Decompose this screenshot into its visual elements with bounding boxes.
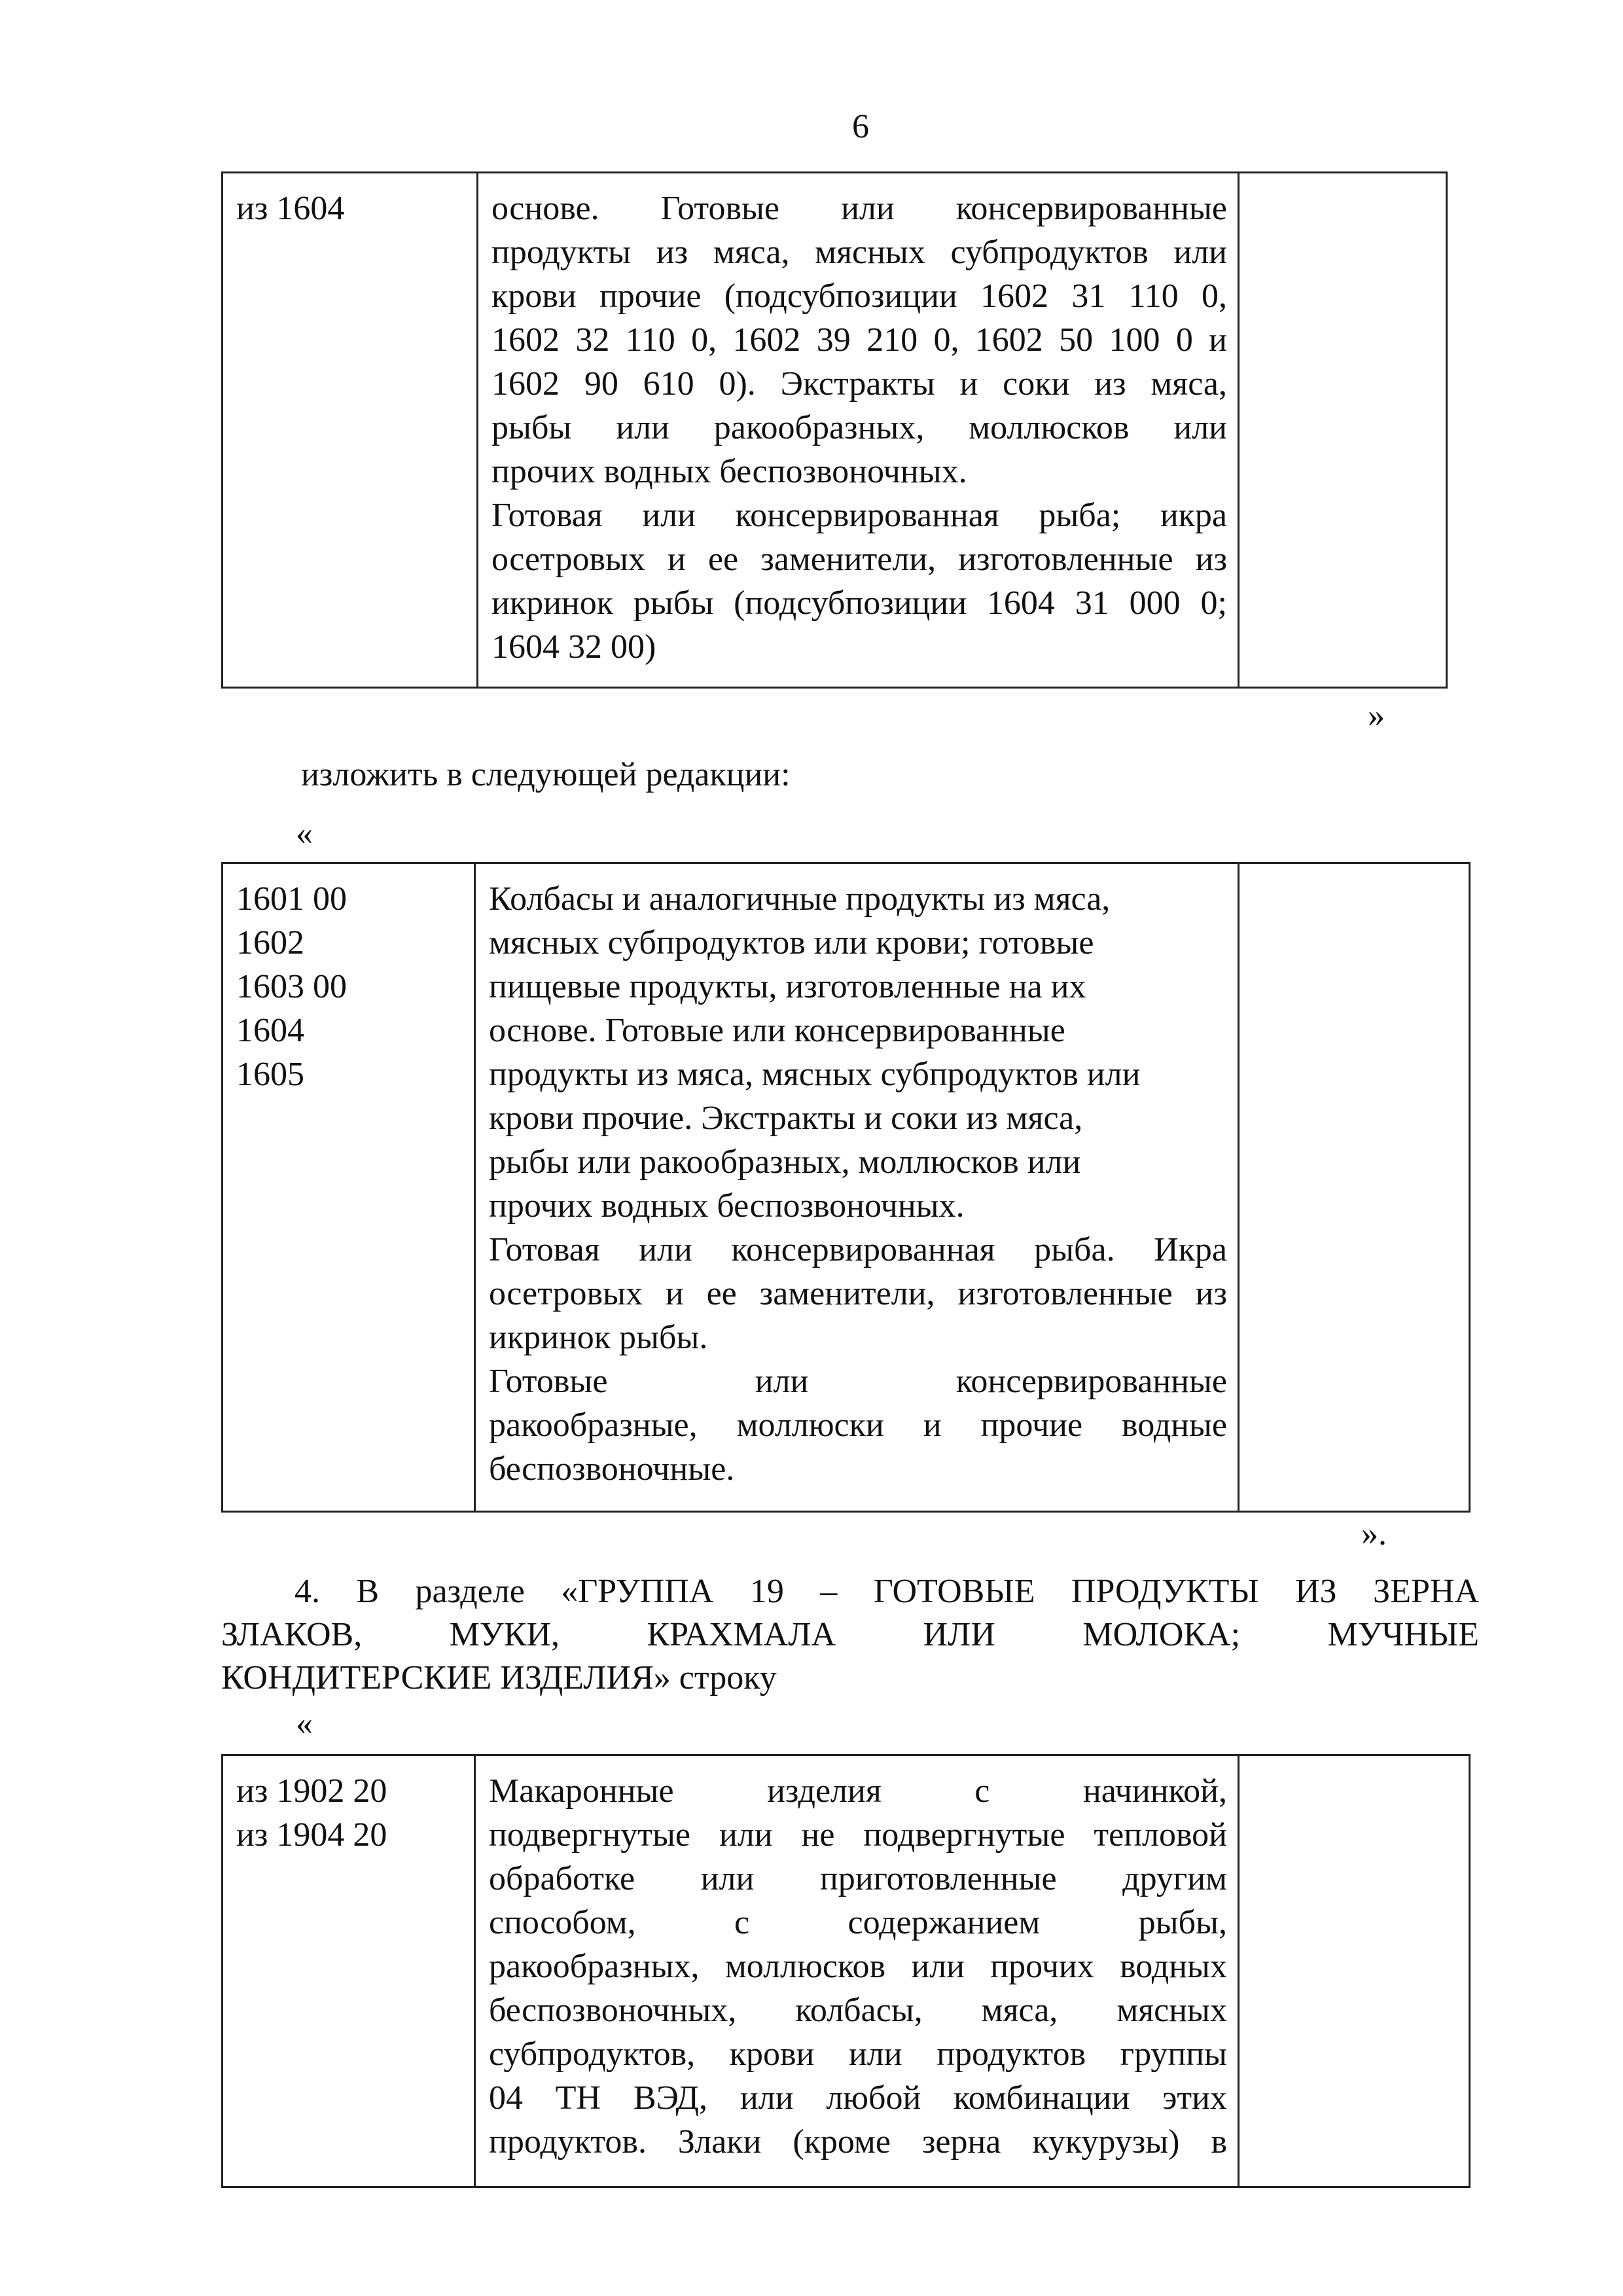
table-group-19 bbox=[221, 1754, 1471, 2188]
code-cell bbox=[223, 173, 478, 688]
code-line: 1601 00 bbox=[236, 880, 347, 918]
description-line: прочих водных беспозвоночных. bbox=[489, 1187, 965, 1225]
code-line: из 1604 bbox=[236, 190, 345, 227]
description-line: Готовая или консервированная рыба; икра bbox=[491, 497, 1227, 534]
empty-cell bbox=[1239, 863, 1470, 1512]
description-line: способом, с содержанием рыбы, bbox=[489, 1904, 1227, 1941]
description-line: продукты из мяса, мясных субпродуктов или bbox=[489, 1056, 1141, 1093]
opening-quote: « bbox=[296, 1705, 313, 1742]
table-continuation bbox=[221, 171, 1448, 689]
description-line: продукты из мяса, мясных субпродуктов или bbox=[491, 234, 1227, 271]
code-line: из 1904 20 bbox=[236, 1816, 387, 1854]
description-line: беспозвоночных, колбасы, мяса, мясных bbox=[489, 1992, 1227, 2029]
description-line: беспозвоночные. bbox=[489, 1450, 735, 1488]
instruction-text: изложить в следующей редакции: bbox=[301, 756, 791, 793]
code-cell bbox=[223, 863, 475, 1512]
description-line: осетровых и ее заменители, изготовленные из bbox=[491, 541, 1227, 578]
description-line: пищевые продукты, изготовленные на их bbox=[489, 968, 1086, 1005]
description-line: икринок рыбы (подсубпозиции 1604 31 000 0; bbox=[491, 584, 1227, 622]
description-line: рыбы или ракообразных, моллюсков или bbox=[491, 409, 1227, 446]
description-line: подвергнутые или не подвергнутые тепловой bbox=[489, 1816, 1227, 1854]
description-line: 1604 32 00) bbox=[491, 628, 656, 666]
description-line: Готовая или консервированная рыба. Икра bbox=[489, 1231, 1227, 1268]
description-line: Колбасы и аналогичные продукты из мяса, bbox=[489, 880, 1111, 918]
description-line: 1602 32 110 0, 1602 39 210 0, 1602 50 100 0 и bbox=[491, 321, 1227, 359]
section-4-line-2: ЗЛАКОВ, МУКИ, КРАХМАЛА ИЛИ МОЛОКА; МУЧНЫЕ bbox=[221, 1616, 1479, 1653]
description-line: Готовые или консервированные bbox=[489, 1363, 1227, 1400]
description-cell bbox=[475, 1755, 1239, 2187]
description-line: икринок рыбы. bbox=[489, 1319, 708, 1356]
description-line: крови прочие. Экстракты и соки из мяса, bbox=[489, 1100, 1083, 1137]
description-line: основе. Готовые или консервированные bbox=[489, 1012, 1065, 1049]
section-4-line-1: 4. В разделе «ГРУППА 19 – ГОТОВЫЕ ПРОДУКТЫ ИЗ ЗЕРНА bbox=[294, 1573, 1479, 1610]
description-line: 04 ТН ВЭД, или любой комбинации этих bbox=[489, 2079, 1227, 2117]
description-line: продуктов. Злаки (кроме зерна кукурузы) в bbox=[489, 2123, 1227, 2161]
description-cell bbox=[475, 863, 1239, 1512]
description-line: основе. Готовые или консервированные bbox=[491, 190, 1227, 227]
table-new-edition bbox=[221, 862, 1471, 1513]
description-cell bbox=[478, 173, 1239, 688]
description-line: 1602 90 610 0). Экстракты и соки из мяса, bbox=[491, 365, 1227, 403]
code-line: из 1902 20 bbox=[236, 1772, 387, 1810]
description-line: рыбы или ракообразных, моллюсков или bbox=[489, 1143, 1081, 1181]
description-line: мясных субпродуктов или крови; готовые bbox=[489, 924, 1094, 961]
description-line: обработке или приготовленные другим bbox=[489, 1860, 1227, 1897]
description-line: крови прочие (подсубпозиции 1602 31 110 0, bbox=[491, 278, 1227, 315]
closing-quote: ». bbox=[1361, 1515, 1387, 1552]
code-line: 1604 bbox=[236, 1012, 304, 1049]
empty-cell bbox=[1239, 173, 1447, 688]
description-line: прочих водных беспозвоночных. bbox=[491, 453, 967, 490]
description-line: осетровых и ее заменители, изготовленные из bbox=[489, 1275, 1227, 1312]
description-line: ракообразные, моллюски и прочие водные bbox=[489, 1407, 1227, 1444]
description-line: субпродуктов, крови или продуктов группы bbox=[489, 2036, 1227, 2073]
code-line: 1605 bbox=[236, 1056, 304, 1093]
description-line: ракообразных, моллюсков или прочих водных bbox=[489, 1948, 1227, 1985]
code-line: 1602 bbox=[236, 924, 304, 961]
empty-cell bbox=[1239, 1755, 1470, 2187]
page-number: 6 bbox=[852, 108, 869, 145]
section-4-line-3: КОНДИТЕРСКИЕ ИЗДЕЛИЯ» строку bbox=[221, 1659, 777, 1696]
closing-quote: » bbox=[1368, 697, 1385, 734]
code-cell bbox=[223, 1755, 475, 2187]
description-line: Макаронные изделия с начинкой, bbox=[489, 1772, 1227, 1810]
opening-quote: « bbox=[296, 815, 313, 852]
code-line: 1603 00 bbox=[236, 968, 347, 1005]
